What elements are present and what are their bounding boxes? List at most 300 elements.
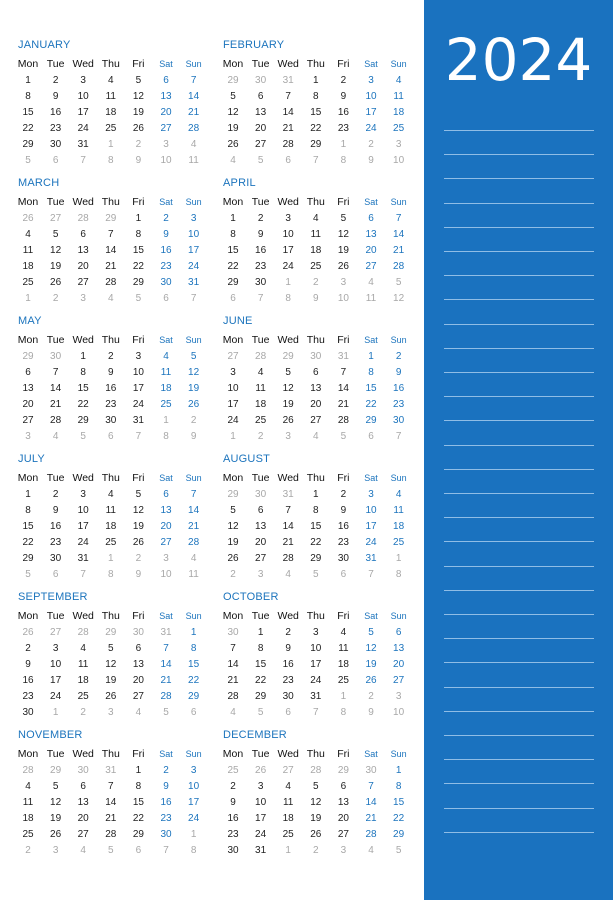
day-cell-other-month: 29 bbox=[22, 351, 34, 362]
weekday-header: Tue bbox=[46, 196, 65, 208]
day-cell-other-month: 3 bbox=[108, 707, 114, 718]
day-cell: 14 bbox=[188, 505, 200, 516]
day-cell: 25 bbox=[22, 277, 34, 288]
day-cell: 8 bbox=[230, 229, 236, 240]
day-cell: 14 bbox=[188, 91, 200, 102]
weekday-header: Fri bbox=[132, 472, 145, 484]
day-cell-other-month: 29 bbox=[50, 765, 62, 776]
weekday-header: Sun bbox=[390, 335, 407, 345]
day-cell-other-month: 11 bbox=[188, 569, 199, 580]
day-cell-other-month: 1 bbox=[395, 553, 402, 564]
day-cell: 7 bbox=[190, 489, 197, 500]
day-cell: 21 bbox=[160, 675, 172, 686]
day-cell-other-month: 3 bbox=[340, 845, 347, 856]
note-line bbox=[444, 348, 594, 349]
day-cell-other-month: 6 bbox=[163, 293, 169, 304]
day-cell: 2 bbox=[163, 213, 169, 224]
day-cell: 17 bbox=[50, 675, 62, 686]
day-cell: 10 bbox=[365, 91, 377, 102]
day-cell-other-month: 5 bbox=[108, 845, 114, 856]
day-cell-other-month: 6 bbox=[190, 707, 197, 718]
day-cell: 16 bbox=[337, 521, 349, 532]
day-cell: 10 bbox=[188, 781, 200, 792]
weekday-header: Thu bbox=[306, 472, 325, 484]
weekday-header: Sat bbox=[159, 335, 173, 345]
day-cell: 11 bbox=[22, 245, 34, 256]
note-line bbox=[444, 396, 594, 397]
note-line bbox=[444, 275, 594, 276]
day-cell-other-month: 2 bbox=[257, 431, 264, 442]
note-line bbox=[444, 759, 594, 760]
day-cell: 11 bbox=[282, 797, 294, 808]
day-cell: 4 bbox=[395, 489, 402, 500]
day-cell: 12 bbox=[310, 797, 322, 808]
day-cell: 22 bbox=[365, 399, 377, 410]
day-cell-other-month: 29 bbox=[105, 213, 117, 224]
day-cell-other-month: 1 bbox=[340, 691, 347, 702]
note-line bbox=[444, 638, 594, 639]
weekday-header: Tue bbox=[251, 334, 270, 346]
weekday-header: Fri bbox=[337, 196, 350, 208]
day-cell: 3 bbox=[80, 75, 86, 86]
day-cell: 20 bbox=[22, 399, 34, 410]
day-cell: 1 bbox=[25, 489, 31, 500]
weekday-header: Mon bbox=[17, 472, 39, 484]
day-cell: 30 bbox=[22, 707, 34, 718]
note-line bbox=[444, 614, 594, 615]
day-cell: 7 bbox=[163, 643, 169, 654]
day-cell: 5 bbox=[52, 781, 59, 792]
day-cell: 18 bbox=[337, 659, 349, 670]
day-cell-other-month: 30 bbox=[255, 75, 267, 86]
day-cell-other-month: 3 bbox=[285, 431, 291, 442]
day-cell: 29 bbox=[22, 139, 34, 150]
day-cell-other-month: 7 bbox=[163, 845, 169, 856]
day-cell: 27 bbox=[337, 829, 349, 840]
day-cell: 21 bbox=[282, 537, 294, 548]
day-cell: 26 bbox=[50, 277, 62, 288]
day-cell: 19 bbox=[132, 521, 144, 532]
day-cell: 16 bbox=[255, 245, 267, 256]
day-cell: 25 bbox=[393, 537, 405, 548]
weekday-header: Sat bbox=[364, 197, 378, 207]
day-cell: 14 bbox=[227, 659, 239, 670]
day-cell-other-month: 2 bbox=[135, 553, 142, 564]
day-cell-other-month: 28 bbox=[310, 765, 322, 776]
day-cell: 12 bbox=[132, 91, 144, 102]
month-title: JUNE bbox=[223, 315, 253, 327]
day-cell-other-month: 8 bbox=[285, 293, 291, 304]
day-cell: 18 bbox=[393, 107, 405, 118]
day-cell-other-month: 7 bbox=[135, 431, 142, 442]
day-cell-other-month: 1 bbox=[108, 553, 114, 564]
day-cell-other-month: 26 bbox=[22, 627, 34, 638]
day-cell-other-month: 4 bbox=[285, 569, 291, 580]
day-cell: 28 bbox=[282, 139, 294, 150]
day-cell: 10 bbox=[227, 383, 239, 394]
day-cell: 13 bbox=[77, 245, 89, 256]
day-cell: 12 bbox=[132, 505, 144, 516]
day-cell: 4 bbox=[313, 213, 319, 224]
day-cell: 8 bbox=[80, 367, 86, 378]
weekday-header: Tue bbox=[46, 58, 65, 70]
day-cell-other-month: 2 bbox=[80, 707, 86, 718]
day-cell: 5 bbox=[108, 643, 114, 654]
day-cell: 26 bbox=[188, 399, 200, 410]
day-cell: 24 bbox=[77, 537, 89, 548]
day-cell-other-month: 28 bbox=[77, 627, 89, 638]
day-cell: 14 bbox=[337, 383, 349, 394]
day-cell: 10 bbox=[310, 643, 322, 654]
month-april bbox=[219, 177, 414, 320]
day-cell: 25 bbox=[337, 675, 349, 686]
day-cell-other-month: 9 bbox=[313, 293, 319, 304]
day-cell: 28 bbox=[160, 691, 172, 702]
day-cell: 15 bbox=[22, 521, 34, 532]
day-cell: 5 bbox=[368, 627, 374, 638]
day-cell: 1 bbox=[313, 75, 319, 86]
day-cell: 1 bbox=[80, 351, 86, 362]
day-cell-other-month: 26 bbox=[22, 213, 34, 224]
day-cell-other-month: 4 bbox=[368, 277, 374, 288]
note-line bbox=[444, 808, 594, 809]
day-cell-other-month: 5 bbox=[80, 431, 86, 442]
day-cell-other-month: 10 bbox=[160, 569, 172, 580]
day-cell: 14 bbox=[50, 383, 62, 394]
day-cell: 26 bbox=[227, 553, 239, 564]
note-line bbox=[444, 517, 594, 518]
weekday-header: Sat bbox=[159, 197, 173, 207]
day-cell: 29 bbox=[310, 553, 322, 564]
day-cell: 19 bbox=[227, 123, 239, 134]
day-cell: 8 bbox=[395, 781, 402, 792]
day-cell: 1 bbox=[368, 351, 374, 362]
day-cell: 1 bbox=[313, 489, 319, 500]
day-cell-other-month: 3 bbox=[163, 139, 169, 150]
weekday-header: Sat bbox=[159, 473, 173, 483]
day-cell: 4 bbox=[340, 627, 347, 638]
day-cell-other-month: 4 bbox=[230, 155, 236, 166]
day-cell-other-month: 26 bbox=[255, 765, 267, 776]
weekday-header: Tue bbox=[46, 472, 65, 484]
day-cell-other-month: 4 bbox=[230, 707, 236, 718]
day-cell: 23 bbox=[50, 537, 62, 548]
day-cell-other-month: 1 bbox=[163, 415, 169, 426]
day-cell: 7 bbox=[368, 781, 374, 792]
day-cell: 29 bbox=[132, 277, 144, 288]
day-cell: 11 bbox=[160, 367, 172, 378]
month-january bbox=[14, 39, 209, 182]
day-cell: 3 bbox=[52, 643, 59, 654]
day-cell: 13 bbox=[160, 91, 172, 102]
note-line bbox=[444, 420, 594, 421]
day-cell-other-month: 29 bbox=[282, 351, 294, 362]
weekday-header: Tue bbox=[46, 610, 65, 622]
day-cell-other-month: 27 bbox=[227, 351, 239, 362]
day-cell: 7 bbox=[108, 781, 114, 792]
day-cell: 5 bbox=[135, 489, 142, 500]
day-cell: 1 bbox=[230, 213, 236, 224]
day-cell: 31 bbox=[77, 553, 89, 564]
day-cell: 29 bbox=[227, 277, 239, 288]
note-line bbox=[444, 566, 594, 567]
day-cell: 30 bbox=[50, 553, 62, 564]
note-line bbox=[444, 154, 594, 155]
day-cell: 12 bbox=[105, 659, 117, 670]
day-cell-other-month: 8 bbox=[340, 707, 347, 718]
day-cell: 20 bbox=[160, 521, 172, 532]
day-cell: 20 bbox=[255, 537, 267, 548]
day-cell-other-month: 29 bbox=[227, 75, 239, 86]
day-cell: 4 bbox=[108, 75, 114, 86]
day-cell: 14 bbox=[365, 797, 377, 808]
day-cell-other-month: 30 bbox=[255, 489, 267, 500]
day-cell-other-month: 6 bbox=[230, 293, 236, 304]
day-cell-other-month: 5 bbox=[135, 293, 142, 304]
day-cell: 16 bbox=[393, 383, 405, 394]
day-cell-other-month: 12 bbox=[393, 293, 405, 304]
day-cell-other-month: 31 bbox=[337, 351, 349, 362]
day-cell: 5 bbox=[52, 229, 59, 240]
weekday-header: Fri bbox=[337, 58, 350, 70]
day-cell: 10 bbox=[77, 91, 89, 102]
day-cell: 25 bbox=[105, 537, 117, 548]
day-cell: 18 bbox=[282, 813, 294, 824]
note-line bbox=[444, 203, 594, 204]
day-cell: 1 bbox=[257, 627, 264, 638]
day-cell: 4 bbox=[163, 351, 169, 362]
day-cell: 2 bbox=[230, 781, 236, 792]
day-cell: 8 bbox=[368, 367, 374, 378]
day-cell: 4 bbox=[25, 781, 31, 792]
day-cell-other-month: 4 bbox=[368, 845, 374, 856]
note-line bbox=[444, 590, 594, 591]
note-line bbox=[444, 324, 594, 325]
day-cell: 6 bbox=[257, 505, 264, 516]
day-cell: 21 bbox=[188, 521, 200, 532]
day-cell-other-month: 2 bbox=[313, 845, 319, 856]
weekday-header: Wed bbox=[72, 472, 94, 484]
day-cell: 19 bbox=[105, 675, 117, 686]
day-cell-other-month: 5 bbox=[313, 569, 319, 580]
day-cell: 24 bbox=[365, 123, 377, 134]
day-cell: 28 bbox=[227, 691, 239, 702]
day-cell: 1 bbox=[395, 765, 402, 776]
note-line bbox=[444, 493, 594, 494]
day-cell: 19 bbox=[188, 383, 200, 394]
day-cell: 10 bbox=[50, 659, 62, 670]
day-cell: 17 bbox=[310, 659, 322, 670]
day-cell: 14 bbox=[160, 659, 172, 670]
day-cell: 5 bbox=[285, 367, 291, 378]
day-cell: 9 bbox=[230, 797, 236, 808]
day-cell: 25 bbox=[105, 123, 117, 134]
day-cell-other-month: 3 bbox=[25, 431, 31, 442]
day-cell: 7 bbox=[285, 91, 291, 102]
day-cell-other-month: 4 bbox=[135, 707, 142, 718]
day-cell: 29 bbox=[22, 553, 34, 564]
day-cell: 5 bbox=[190, 351, 197, 362]
day-cell: 18 bbox=[393, 521, 405, 532]
day-cell: 17 bbox=[188, 245, 200, 256]
day-cell: 24 bbox=[188, 813, 200, 824]
day-cell: 5 bbox=[230, 505, 236, 516]
weekday-header: Sun bbox=[390, 611, 407, 621]
day-cell: 24 bbox=[50, 691, 62, 702]
day-cell: 23 bbox=[50, 123, 62, 134]
day-cell: 13 bbox=[255, 521, 267, 532]
weekday-header: Wed bbox=[277, 58, 299, 70]
month-july bbox=[14, 453, 209, 596]
day-cell: 23 bbox=[105, 399, 117, 410]
weekday-header: Sat bbox=[364, 473, 378, 483]
day-cell: 3 bbox=[313, 627, 319, 638]
day-cell-other-month: 6 bbox=[52, 155, 59, 166]
day-cell: 28 bbox=[188, 537, 200, 548]
day-cell-other-month: 9 bbox=[368, 155, 374, 166]
day-cell: 23 bbox=[393, 399, 405, 410]
weekday-header: Sun bbox=[185, 335, 202, 345]
day-cell-other-month: 6 bbox=[368, 431, 374, 442]
day-cell: 6 bbox=[163, 489, 169, 500]
day-cell-other-month: 6 bbox=[340, 569, 347, 580]
note-line bbox=[444, 299, 594, 300]
day-cell: 9 bbox=[163, 781, 169, 792]
day-cell-other-month: 27 bbox=[50, 213, 62, 224]
month-december bbox=[219, 729, 414, 872]
day-cell-other-month: 8 bbox=[340, 155, 347, 166]
weekday-header: Tue bbox=[46, 748, 65, 760]
day-cell: 2 bbox=[285, 627, 291, 638]
weekday-header: Sat bbox=[159, 611, 173, 621]
day-cell-other-month: 1 bbox=[285, 277, 291, 288]
day-cell: 13 bbox=[22, 383, 34, 394]
day-cell-other-month: 1 bbox=[340, 139, 347, 150]
day-cell: 18 bbox=[105, 521, 117, 532]
day-cell: 25 bbox=[160, 399, 172, 410]
day-cell-other-month: 2 bbox=[52, 293, 59, 304]
month-title: DECEMBER bbox=[223, 729, 287, 741]
weekday-header: Thu bbox=[101, 472, 120, 484]
day-cell: 27 bbox=[77, 277, 89, 288]
day-cell: 6 bbox=[163, 75, 169, 86]
day-cell: 3 bbox=[230, 367, 236, 378]
day-cell: 2 bbox=[340, 75, 347, 86]
day-cell: 23 bbox=[160, 813, 172, 824]
day-cell-other-month: 9 bbox=[135, 569, 142, 580]
day-cell-other-month: 31 bbox=[282, 75, 294, 86]
day-cell: 31 bbox=[310, 691, 322, 702]
day-cell: 9 bbox=[285, 643, 291, 654]
day-cell: 5 bbox=[230, 91, 236, 102]
year-title: 2024 bbox=[444, 26, 593, 94]
month-title: NOVEMBER bbox=[18, 729, 83, 741]
day-cell-other-month: 2 bbox=[135, 139, 142, 150]
day-cell-other-month: 6 bbox=[52, 569, 59, 580]
day-cell: 10 bbox=[282, 229, 294, 240]
weekday-header: Mon bbox=[17, 748, 39, 760]
day-cell: 25 bbox=[282, 829, 294, 840]
day-cell: 26 bbox=[227, 139, 239, 150]
day-cell: 23 bbox=[282, 675, 294, 686]
note-line bbox=[444, 251, 594, 252]
weekday-header: Mon bbox=[17, 610, 39, 622]
note-line bbox=[444, 832, 594, 833]
day-cell: 24 bbox=[132, 399, 144, 410]
weekday-header: Thu bbox=[101, 58, 120, 70]
weekday-header: Sat bbox=[364, 611, 378, 621]
day-cell: 17 bbox=[188, 797, 200, 808]
weekday-header: Thu bbox=[101, 334, 120, 346]
weekday-header: Fri bbox=[132, 610, 145, 622]
day-cell: 24 bbox=[282, 261, 294, 272]
note-line bbox=[444, 735, 594, 736]
day-cell: 21 bbox=[337, 399, 349, 410]
weekday-header: Wed bbox=[277, 196, 299, 208]
day-cell: 15 bbox=[22, 107, 34, 118]
weekday-header: Wed bbox=[277, 334, 299, 346]
day-cell: 24 bbox=[227, 415, 239, 426]
month-title: MARCH bbox=[18, 177, 60, 189]
day-cell: 24 bbox=[310, 675, 322, 686]
day-cell: 27 bbox=[255, 139, 267, 150]
day-cell-other-month: 30 bbox=[132, 627, 144, 638]
day-cell-other-month: 4 bbox=[52, 431, 59, 442]
day-cell: 12 bbox=[50, 245, 62, 256]
day-cell: 17 bbox=[365, 107, 377, 118]
day-cell: 18 bbox=[22, 261, 34, 272]
month-title: AUGUST bbox=[223, 453, 271, 465]
month-march bbox=[14, 177, 209, 320]
day-cell-other-month: 4 bbox=[313, 431, 319, 442]
day-cell: 15 bbox=[310, 521, 322, 532]
day-cell: 17 bbox=[227, 399, 239, 410]
weekday-header: Sat bbox=[364, 749, 378, 759]
day-cell-other-month: 28 bbox=[77, 213, 89, 224]
day-cell: 9 bbox=[257, 229, 264, 240]
day-cell: 7 bbox=[190, 75, 197, 86]
month-february bbox=[219, 39, 414, 182]
day-cell: 19 bbox=[50, 261, 62, 272]
day-cell: 5 bbox=[340, 213, 347, 224]
day-cell-other-month: 31 bbox=[105, 765, 117, 776]
day-cell: 16 bbox=[160, 245, 172, 256]
day-cell-other-month: 27 bbox=[50, 627, 62, 638]
day-cell: 31 bbox=[255, 845, 267, 856]
day-cell: 31 bbox=[365, 553, 377, 564]
day-cell: 12 bbox=[365, 643, 377, 654]
day-cell: 9 bbox=[25, 659, 31, 670]
day-cell-other-month: 27 bbox=[282, 765, 294, 776]
day-cell: 5 bbox=[135, 75, 142, 86]
weekday-header: Wed bbox=[72, 334, 94, 346]
day-cell-other-month: 3 bbox=[395, 139, 402, 150]
day-cell-other-month: 6 bbox=[135, 845, 142, 856]
day-cell: 20 bbox=[310, 399, 322, 410]
day-cell: 19 bbox=[365, 659, 377, 670]
day-cell: 29 bbox=[310, 139, 322, 150]
day-cell-other-month: 7 bbox=[313, 707, 319, 718]
day-cell: 4 bbox=[285, 781, 291, 792]
day-cell-other-month: 4 bbox=[190, 139, 197, 150]
day-cell-other-month: 8 bbox=[108, 155, 114, 166]
day-cell: 3 bbox=[368, 489, 374, 500]
day-cell: 13 bbox=[310, 383, 322, 394]
day-cell: 30 bbox=[282, 691, 294, 702]
day-cell: 26 bbox=[337, 261, 349, 272]
day-cell: 26 bbox=[105, 691, 117, 702]
day-cell: 20 bbox=[393, 659, 405, 670]
